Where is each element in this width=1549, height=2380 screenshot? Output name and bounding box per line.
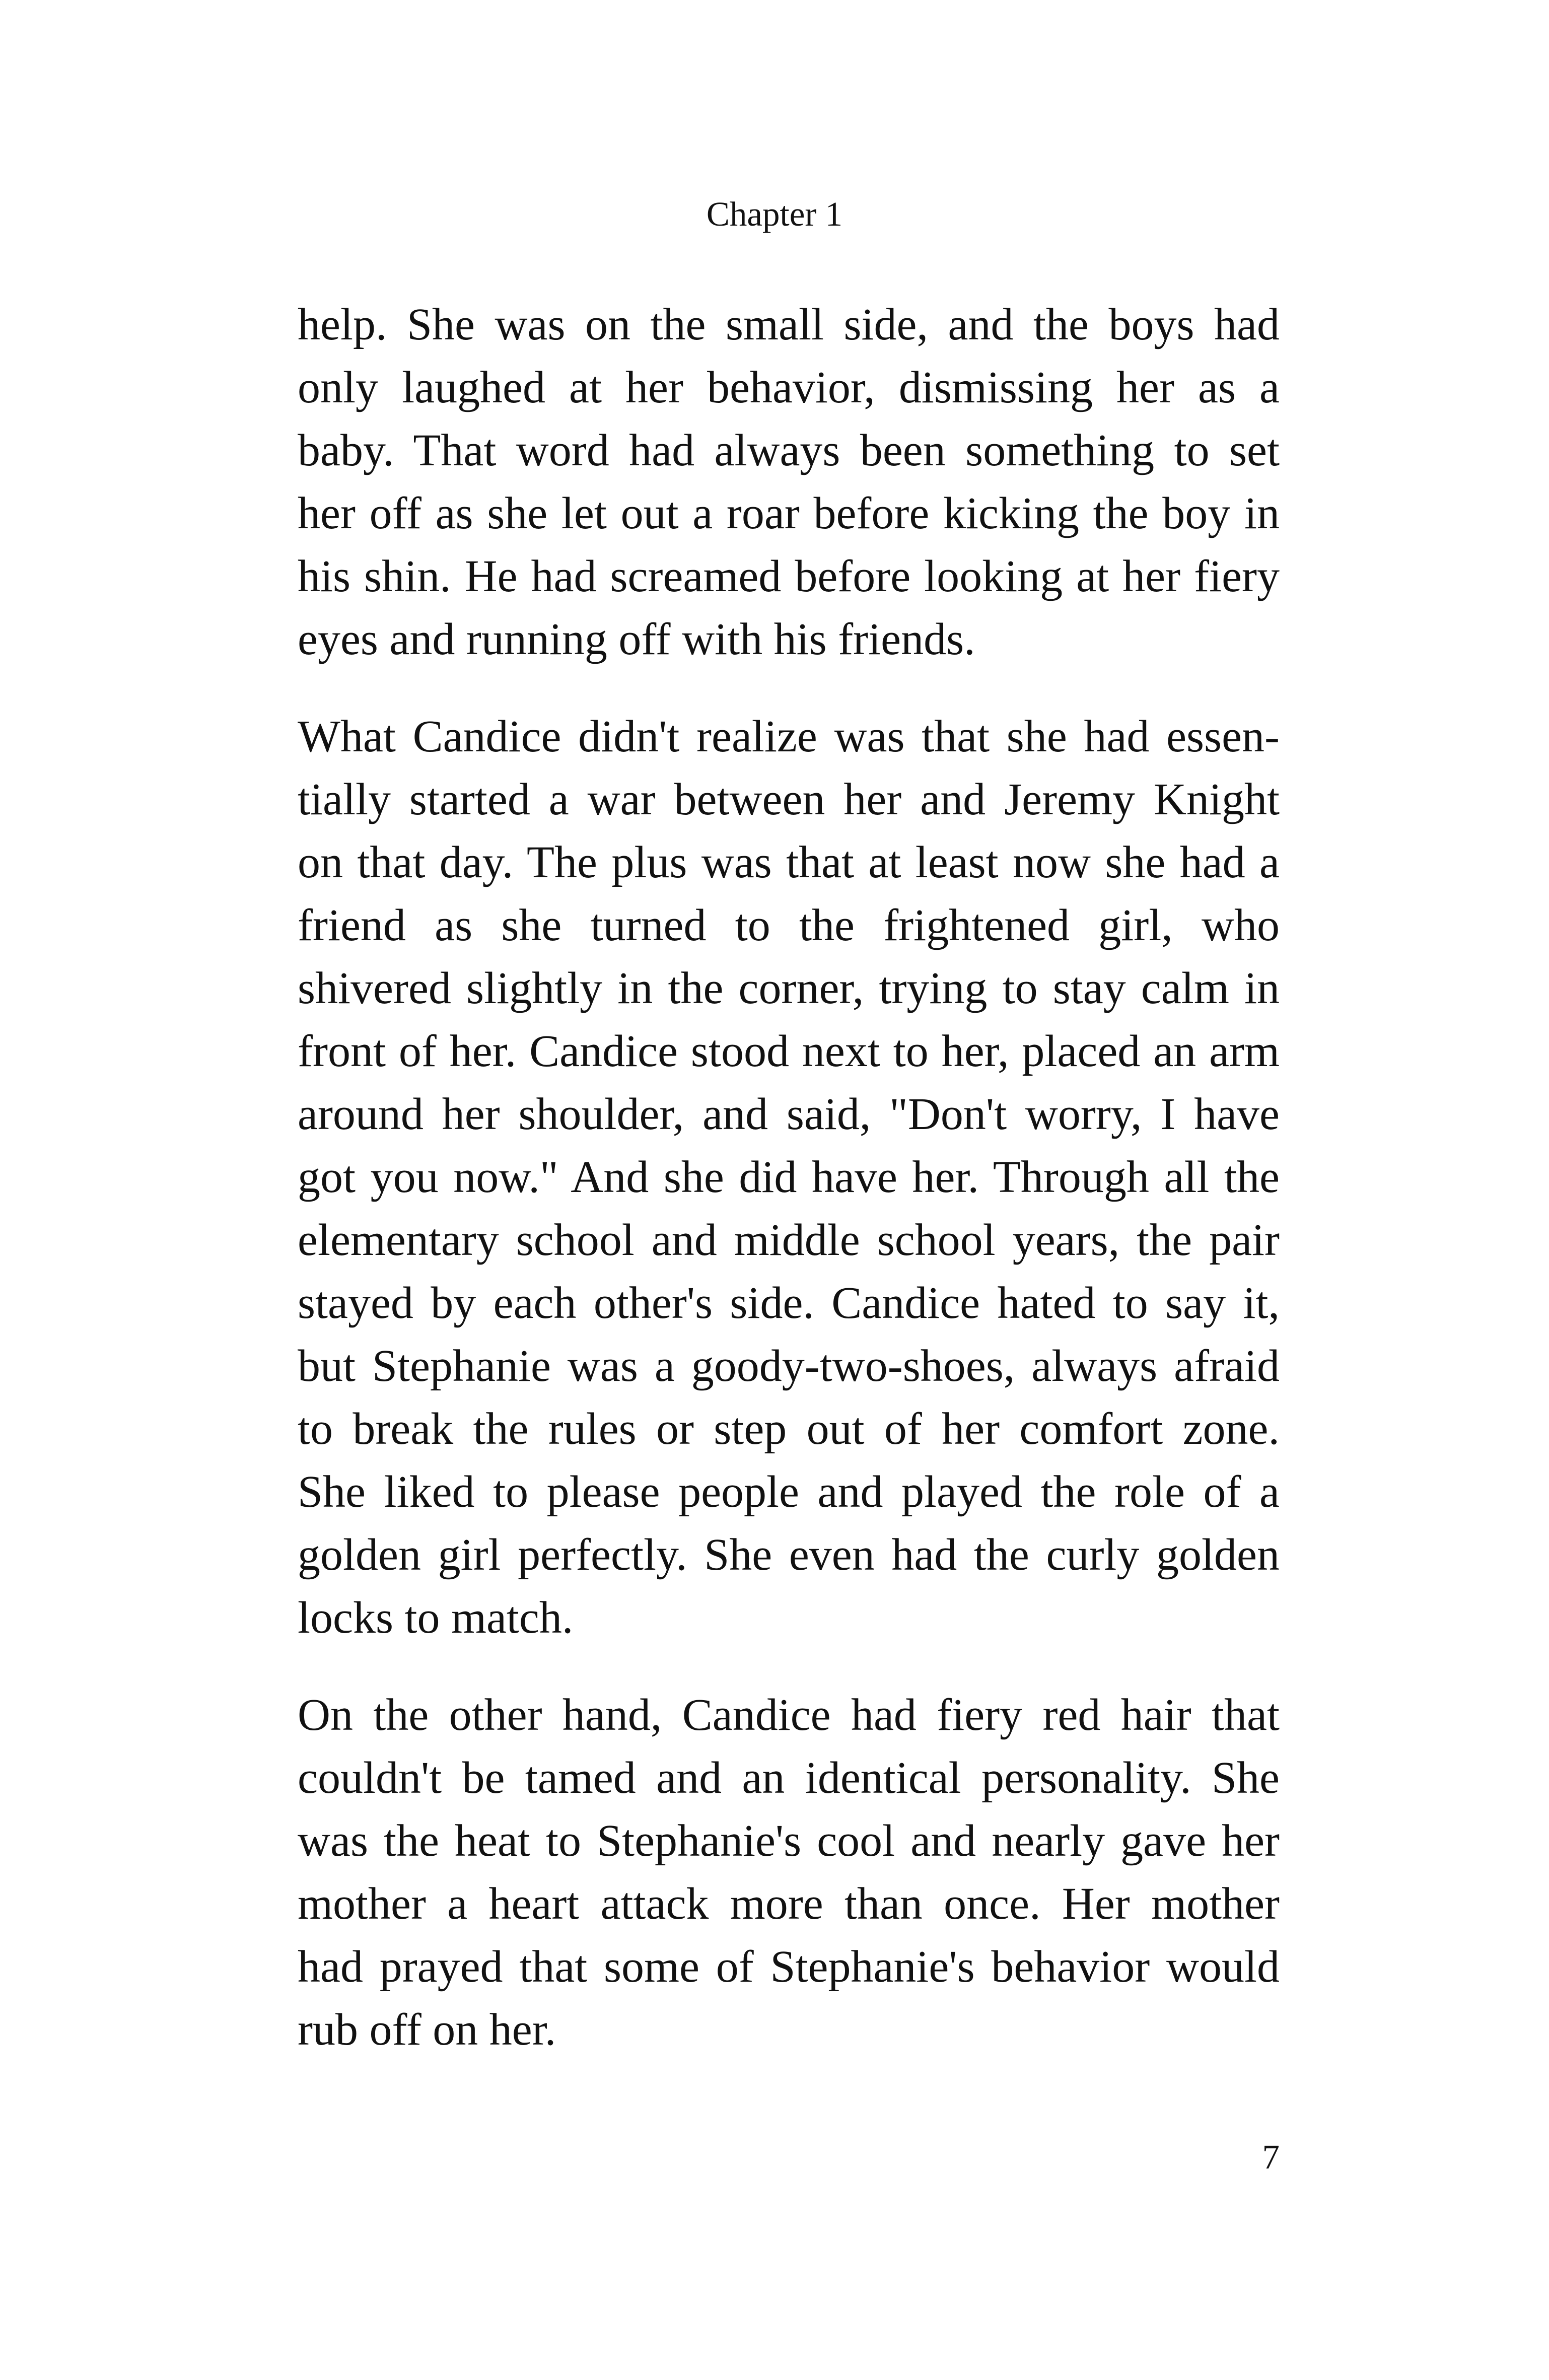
- text-line: to break the rules or step out of her comfort zone.: [298, 1404, 1280, 1454]
- text-line: around her shoulder, and said, "Don't worry, I have: [298, 1089, 1280, 1139]
- text-line: her off as she let out a roar before kicking the boy in: [298, 488, 1280, 538]
- paragraph-1: [298, 293, 1280, 671]
- text-line: eyes and running off with his friends.: [298, 614, 975, 664]
- text-line: baby. That word had always been something to set: [298, 426, 1280, 475]
- text-line: rub off on her.: [298, 2005, 556, 2055]
- text-line: was the heat to Stephanie's cool and nearly gave her: [298, 1816, 1280, 1866]
- text-line: help. She was on the small side, and the boys had: [298, 300, 1280, 349]
- text-line: On the other hand, Candice had fiery red hair that: [298, 1690, 1280, 1740]
- body-text: [298, 293, 1280, 2061]
- text-line: golden girl perfectly. She even had the curly golden: [298, 1530, 1280, 1580]
- text-line: tially started a war between her and Jeremy Knight: [298, 775, 1280, 824]
- text-line: locks to match.: [298, 1593, 574, 1643]
- text-line: mother a heart attack more than once. Her mother: [298, 1879, 1280, 1929]
- text-line: only laughed at her behavior, dismissing her as a: [298, 363, 1280, 412]
- text-line: elementary school and middle school years, the pair: [298, 1215, 1280, 1265]
- paragraph-3: [298, 1684, 1280, 2061]
- paragraph-2: [298, 705, 1280, 1649]
- text-line: front of her. Candice stood next to her, placed an arm: [298, 1026, 1280, 1076]
- text-line: couldn't be tamed and an identical personality. She: [298, 1753, 1280, 1803]
- text-line: his shin. He had screamed before looking at her fiery: [298, 551, 1280, 601]
- page-number: 7: [1262, 2138, 1280, 2176]
- text-line: She liked to please people and played the role of a: [298, 1467, 1280, 1517]
- text-line: stayed by each other's side. Candice hated to say it,: [298, 1278, 1280, 1328]
- text-line: friend as she turned to the frightened girl, who: [298, 900, 1280, 950]
- running-header: Chapter 1: [706, 195, 843, 233]
- text-line: What Candice didn't realize was that she had essen-: [298, 712, 1280, 761]
- text-line: shivered slightly in the corner, trying to stay calm in: [298, 963, 1280, 1013]
- text-line: on that day. The plus was that at least now she had a: [298, 837, 1280, 887]
- text-line: got you now." And she did have her. Through all the: [298, 1152, 1280, 1202]
- text-line: but Stephanie was a goody-two-shoes, always afraid: [298, 1341, 1280, 1391]
- text-line: had prayed that some of Stephanie's behavior would: [298, 1942, 1280, 1992]
